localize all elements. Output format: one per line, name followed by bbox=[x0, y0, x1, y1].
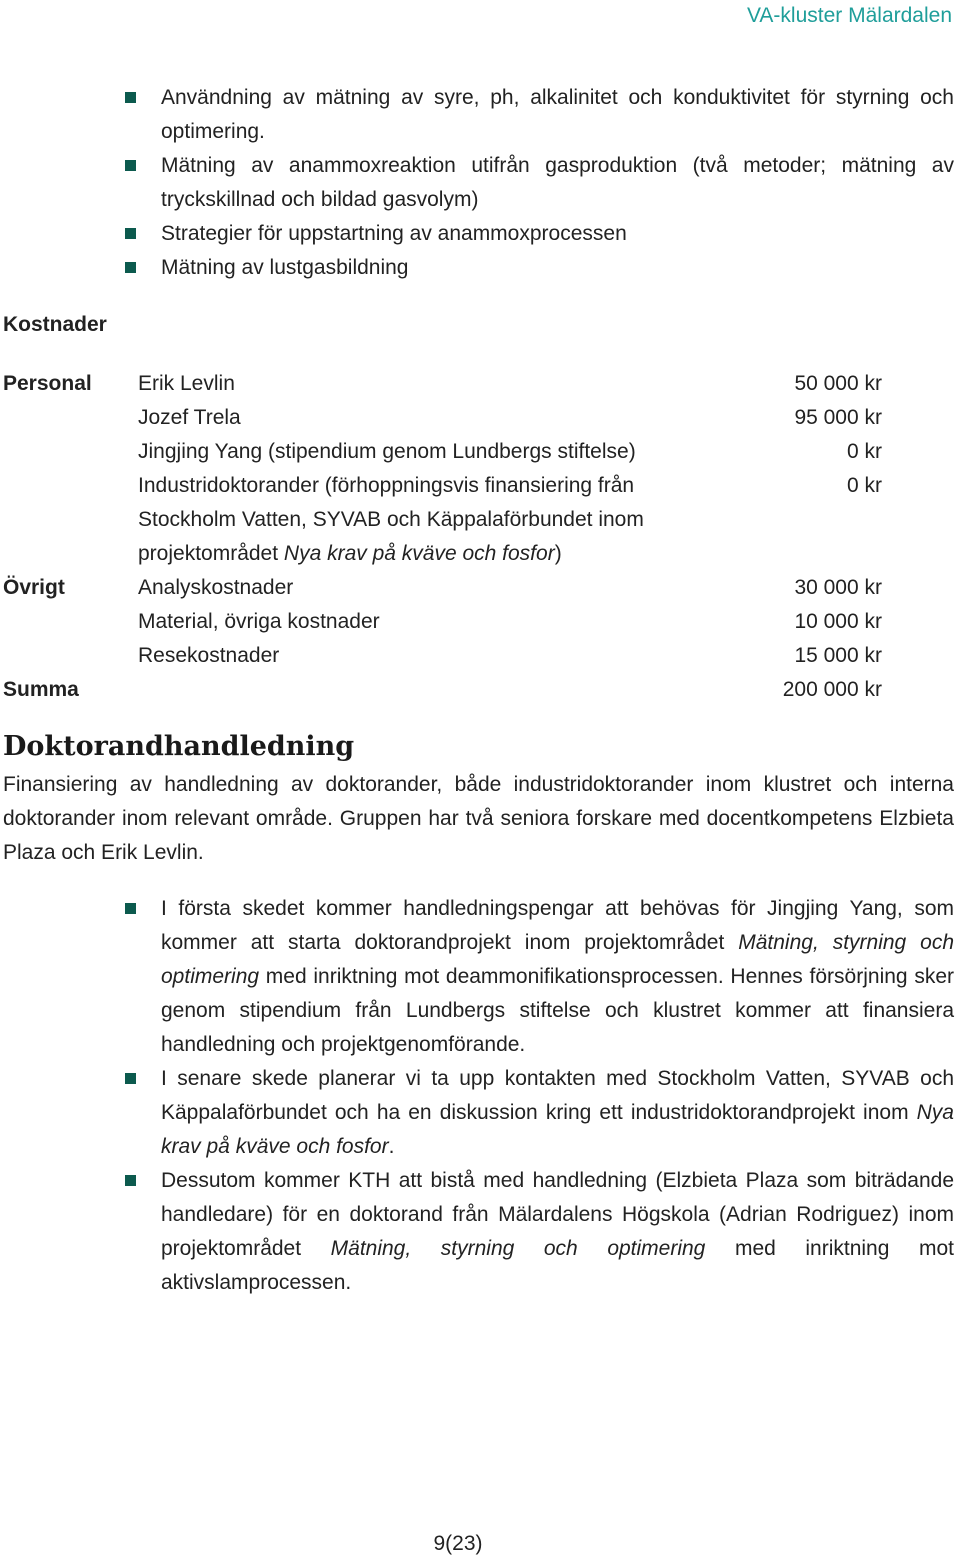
intro-paragraph: Finansiering av handledning av doktorander, både industridoktorander inom klustret och interna doktorander inom relevant område. Gruppen har två seniora forskare med docentkompetens Elzbieta Plaza och Erik Levlin. bbox=[3, 773, 954, 864]
list-item-text: . bbox=[388, 1135, 395, 1158]
cost-row bbox=[0, 469, 960, 503]
cost-description-text: projektområdet bbox=[138, 542, 284, 565]
square-bullet-icon bbox=[125, 160, 136, 171]
page-number: 9(23) bbox=[433, 1532, 483, 1555]
project-area-name: Nya krav på kväve och fosfor bbox=[161, 1101, 954, 1158]
costs-heading: Kostnader bbox=[3, 313, 107, 336]
cost-description: Analyskostnader bbox=[138, 576, 294, 599]
cost-row bbox=[0, 639, 960, 673]
project-area-name: Nya krav på kväve och fosfor bbox=[283, 542, 555, 565]
cost-amount: 10 000 kr bbox=[794, 610, 882, 633]
cost-total-row bbox=[0, 673, 960, 707]
cost-amount: 0 kr bbox=[846, 440, 882, 463]
list-item bbox=[124, 217, 954, 251]
cost-category-summa: Summa bbox=[3, 678, 79, 701]
list-item-text: Dessutom kommer KTH att bistå med handledning (Elzbieta Plaza som biträdande handledare) för en doktorand från Mälardalens Högskola (Adrian Rodriguez) inom projektområdet bbox=[161, 1169, 954, 1260]
cost-description: Erik Levlin bbox=[138, 372, 235, 395]
cost-description: Jingjing Yang (stipendium genom Lundbergs stiftelse) bbox=[138, 440, 636, 463]
project-area-name: Mätning, styrning och optimering bbox=[161, 931, 955, 988]
square-bullet-icon bbox=[125, 903, 136, 914]
cost-row bbox=[0, 401, 960, 435]
list-item-text: I första skedet kommer handledningspengar att behövas för Jingjing Yang, som kommer att starta doktorandprojekt inom projektområdet bbox=[161, 897, 954, 954]
list-item-text: I senare skede planerar vi ta upp kontakten med Stockholm Vatten, SYVAB och Käppalaförbundet och ha en diskussion kring ett industridoktorandprojekt inom bbox=[161, 1067, 954, 1124]
square-bullet-icon bbox=[125, 92, 136, 103]
cost-description-text: ) bbox=[554, 542, 562, 565]
list-item-text: Strategier för uppstartning av anammoxprocessen bbox=[161, 222, 627, 245]
cost-amount: 50 000 kr bbox=[794, 372, 882, 395]
document-header: VA-kluster Mälardalen bbox=[746, 4, 952, 27]
square-bullet-icon bbox=[125, 1175, 136, 1186]
cost-description: Resekostnader bbox=[138, 644, 280, 667]
cost-description bbox=[138, 537, 562, 571]
square-bullet-icon bbox=[125, 1073, 136, 1084]
list-item bbox=[124, 1062, 954, 1164]
cost-category-personal: Personal bbox=[3, 372, 92, 395]
cost-row bbox=[0, 605, 960, 639]
cost-description: Industridoktorander (förhoppningsvis finansiering från bbox=[138, 474, 635, 497]
cost-row bbox=[0, 435, 960, 469]
cost-description: Stockholm Vatten, SYVAB och Käppalaförbundet inom bbox=[138, 508, 644, 531]
cost-amount: 30 000 kr bbox=[794, 576, 882, 599]
section-heading: Doktorandhandledning bbox=[3, 731, 355, 762]
list-item bbox=[124, 149, 954, 217]
list-item bbox=[124, 1164, 954, 1300]
cost-amount: 15 000 kr bbox=[794, 644, 882, 667]
project-area-name: Mätning, styrning och optimering bbox=[330, 1237, 706, 1260]
cost-description: Material, övriga kostnader bbox=[138, 610, 380, 633]
list-item-text: Mätning av lustgasbildning bbox=[161, 256, 409, 279]
cost-amount: 0 kr bbox=[846, 474, 882, 497]
list-item-text: med inriktning mot deammonifikationsprocessen. Hennes försörjning sker genom stipendium från Lundbergs stiftelse och klustret kommer att finansiera handledning och projektgenomförande. bbox=[161, 965, 954, 1056]
cost-amount: 95 000 kr bbox=[794, 406, 882, 429]
square-bullet-icon bbox=[125, 262, 136, 273]
measurement-bullet-list bbox=[124, 81, 954, 285]
list-item bbox=[124, 892, 954, 1062]
list-item bbox=[124, 81, 954, 149]
cost-total-amount: 200 000 kr bbox=[782, 678, 882, 701]
cost-category-ovrigt: Övrigt bbox=[3, 576, 65, 599]
list-item-text: Mätning av anammoxreaktion utifrån gasproduktion (två metoder; mätning av tryckskillnad och bildad gasvolym) bbox=[161, 154, 954, 211]
list-item-text: Användning av mätning av syre, ph, alkalinitet och konduktivitet för styrning och optimering. bbox=[161, 86, 954, 143]
square-bullet-icon bbox=[125, 228, 136, 239]
list-item-text: med inriktning mot aktivslamprocessen. bbox=[161, 1237, 955, 1294]
cost-row bbox=[0, 571, 960, 605]
cost-row bbox=[0, 367, 960, 401]
cost-description: Jozef Trela bbox=[138, 406, 241, 429]
cost-row bbox=[0, 537, 960, 571]
supervision-bullet-list bbox=[124, 892, 954, 1300]
cost-row bbox=[0, 503, 960, 537]
list-item bbox=[124, 251, 954, 285]
